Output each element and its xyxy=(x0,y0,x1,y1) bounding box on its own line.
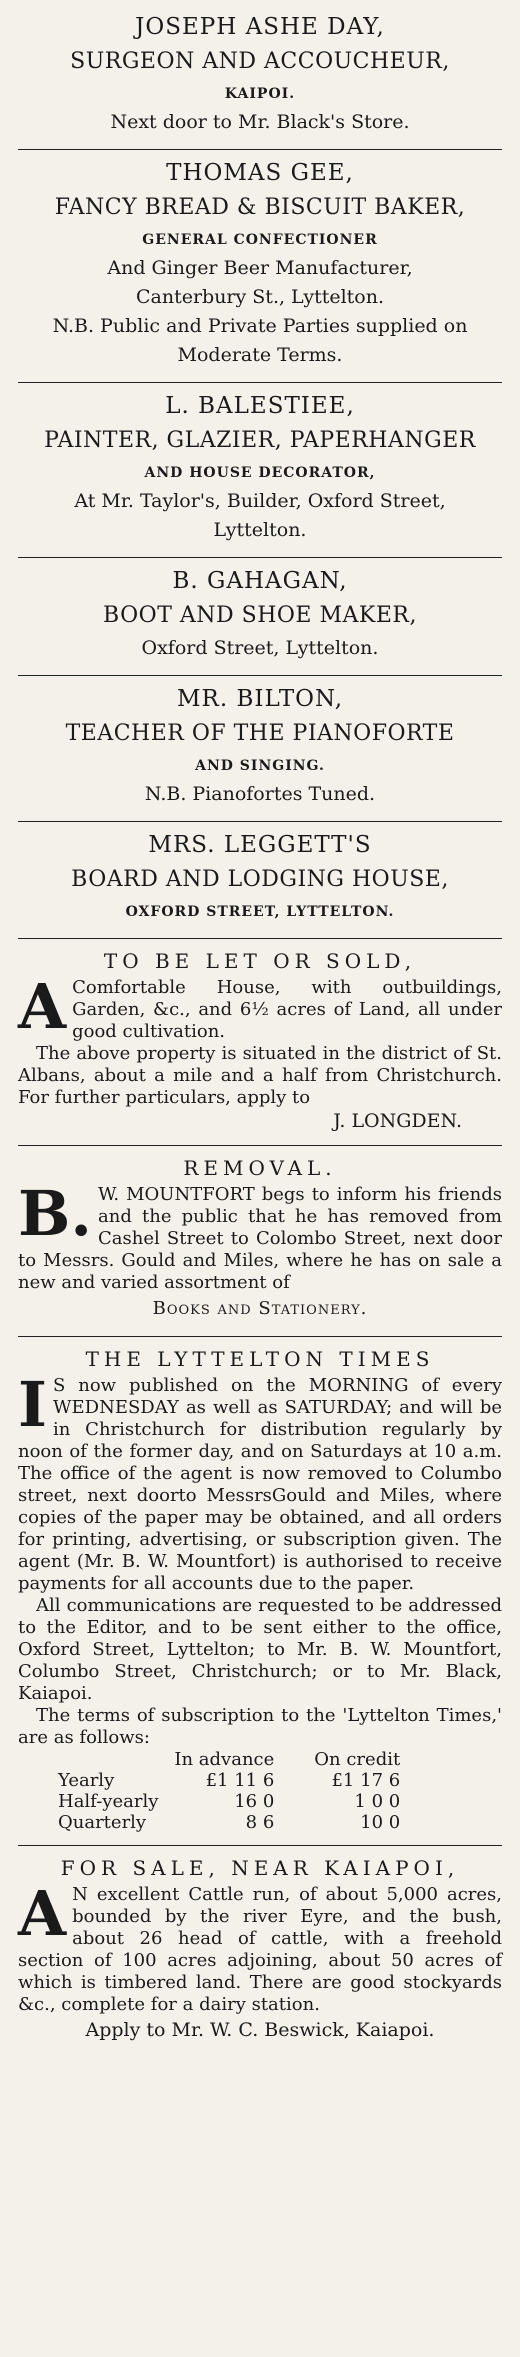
ad-heading: REMOVAL. xyxy=(183,1156,337,1180)
ad-heading: THE LYTTELTON TIMES xyxy=(85,1347,435,1371)
ad-note: N.B. Pianofortes Tuned. xyxy=(144,783,376,805)
ad-address: Oxford Street, Lyttelton. xyxy=(141,637,379,659)
ad-paragraph: All communications are requested to be addressed to the Editor, and to be sent either to the office, Oxford Street, Lyttelton; to Mr. B. W. Mountfort, Columbo Street, Christchurch; or to Mr. Black, Kaiapoi. xyxy=(18,1595,502,1704)
ad-trade: BOOT AND SHOE MAKER, xyxy=(103,603,417,628)
drop-cap: B. xyxy=(18,1177,92,1250)
ad-to-let xyxy=(18,939,502,1145)
ad-subtitle: OXFORD STREET, LYTTELTON. xyxy=(125,904,395,920)
ad-subtitle: GENERAL CONFECTIONER xyxy=(142,232,378,248)
ad-subtitle: AND SINGING. xyxy=(195,758,325,774)
advertisement-column xyxy=(18,0,502,2057)
ad-paragraph: The above property is situated in the district of St. Albans, about a mile and a half from Christchurch. For further particulars, apply to xyxy=(18,1043,502,1108)
ad-body xyxy=(18,1177,502,1294)
ad-name: B. GAHAGAN, xyxy=(172,568,348,594)
ad-tail: Books and Stationery. xyxy=(152,1298,368,1319)
ad-leggett xyxy=(18,822,502,938)
ad-trade: SURGEON AND ACCOUCHEUR, xyxy=(70,49,450,74)
ad-for-sale xyxy=(18,1846,502,2057)
column-header: On credit xyxy=(314,1749,401,1770)
ad-line: At Mr. Taylor's, Builder, Oxford Street, xyxy=(74,490,446,512)
ad-removal xyxy=(18,1146,502,1336)
ad-paragraph: The terms of subscription to the 'Lyttelton Times,' are as follows: xyxy=(18,1705,502,1748)
ad-name: MR. BILTON, xyxy=(176,686,344,712)
ad-subtitle: AND HOUSE DECORATOR, xyxy=(144,465,376,481)
ad-note: Moderate Terms. xyxy=(177,344,343,366)
advance-value: £1 11 6 xyxy=(205,1770,275,1791)
table-row xyxy=(58,1770,440,1791)
ad-paragraph: W. MOUNTFORT begs to inform his friends and the public that he has removed from Cashel Street to Colombo Street, next door to Messrs. Gould and Miles, where he has on sale a new and varied assortment of xyxy=(18,1184,502,1293)
ad-heading: TO BE LET OR SOLD, xyxy=(103,949,417,973)
ad-gahagan xyxy=(18,558,502,675)
table-row xyxy=(58,1791,440,1812)
ad-address: Next door to Mr. Black's Store. xyxy=(110,111,410,133)
credit-value: 10 0 xyxy=(360,1812,401,1833)
ad-trade: BOARD AND LODGING HOUSE, xyxy=(71,867,449,892)
ad-lyttelton-times xyxy=(18,1337,502,1845)
ad-body xyxy=(18,1368,502,1749)
subscription-table xyxy=(58,1749,440,1833)
advance-value: 16 0 xyxy=(234,1791,275,1812)
ad-paragraph: S now published on the MORNING of every WEDNESDAY as well as SATURDAY; and will be in Christchurch for distribution regularly by noon of the former day, and on Saturdays at 10 a.m. The office of the agent is now removed to Columbo street, next doorto MessrsGould and Miles, where copies of the paper may be obtained, and all orders for printing, advertising, or subscription given. The agent (Mr. B. W. Mountfort) is authorised to receive payments for all accounts due to the paper. xyxy=(18,1375,502,1594)
ad-paragraph: Comfortable House, with outbuildings, Garden, &c., and 6½ acres of Land, all under good cultivation. xyxy=(72,977,502,1042)
ad-place: KAIPOI. xyxy=(224,86,296,102)
ad-signature: Apply to Mr. W. C. Beswick, Kaiapoi. xyxy=(85,2019,435,2041)
row-label: Yearly xyxy=(58,1770,115,1791)
ad-name: MRS. LEGGETT'S xyxy=(148,832,372,858)
ad-name: L. BALESTIEE, xyxy=(165,393,355,419)
ad-line: And Ginger Beer Manufacturer, xyxy=(107,257,413,279)
ad-bilton xyxy=(18,676,502,821)
drop-cap: A xyxy=(18,1877,67,1950)
table-row xyxy=(58,1812,440,1833)
ad-body xyxy=(18,1877,502,2016)
advance-value: 8 6 xyxy=(245,1812,275,1833)
ad-line: Lyttelton. xyxy=(213,519,307,541)
ad-note: N.B. Public and Private Parties supplied on xyxy=(52,315,468,337)
credit-value: £1 17 6 xyxy=(331,1770,401,1791)
drop-cap: A xyxy=(18,970,67,1043)
ad-joseph-ashe-day xyxy=(18,4,502,149)
row-label: Quarterly xyxy=(58,1812,147,1833)
ad-heading: FOR SALE, NEAR KAIAPOI, xyxy=(60,1856,460,1880)
ad-body xyxy=(18,970,502,1109)
column-header: In advance xyxy=(174,1749,275,1770)
ad-name: THOMAS GEE, xyxy=(166,160,354,186)
credit-value: 1 0 0 xyxy=(354,1791,401,1812)
drop-cap: I xyxy=(18,1368,48,1441)
ad-balestiee xyxy=(18,383,502,557)
ad-trade: TEACHER OF THE PIANOFORTE xyxy=(65,721,455,746)
ad-trade: PAINTER, GLAZIER, PAPERHANGER xyxy=(44,428,476,453)
row-label: Half-yearly xyxy=(58,1791,159,1812)
ad-signature: J. LONGDEN. xyxy=(333,1110,462,1132)
ad-thomas-gee xyxy=(18,150,502,382)
ad-trade: FANCY BREAD & BISCUIT BAKER, xyxy=(54,195,466,220)
ad-line: Canterbury St., Lyttelton. xyxy=(135,286,385,308)
ad-name: JOSEPH ASHE DAY, xyxy=(135,14,385,40)
ad-paragraph: N excellent Cattle run, of about 5,000 acres, bounded by the river Eyre, and the bush, about 26 head of cattle, with a freehold section of 100 acres adjoining, about 50 acres of which is timbered land. There are good stockyards &c., complete for a dairy station. xyxy=(18,1884,502,2015)
table-header-row xyxy=(58,1749,440,1770)
